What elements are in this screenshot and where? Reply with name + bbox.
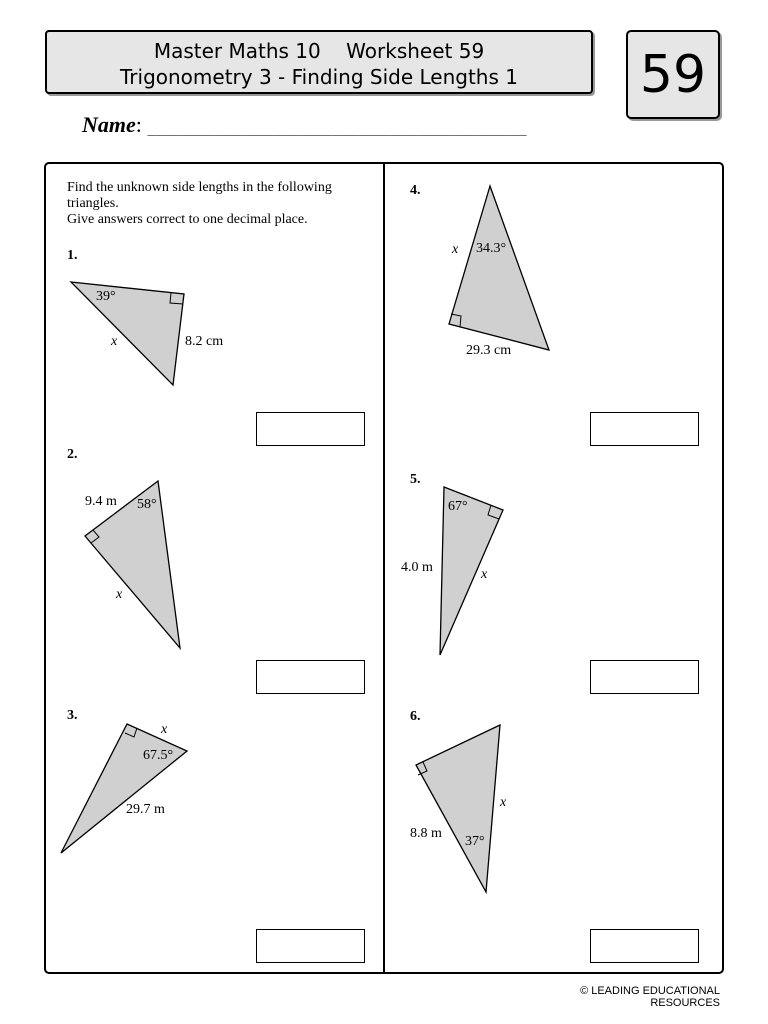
unknown-label-q4: x [452,242,459,257]
instructions-line-1: Find the unknown side lengths in the following triangles. [67,180,332,211]
side-label-q6: 8.8 m [410,826,442,841]
instructions-line-2: Give answers correct to one decimal place. [67,212,308,227]
angle-label-q3: 67.5° [143,748,174,763]
unknown-label-q3: x [161,722,168,737]
triangle-q4 [449,186,549,350]
answer-box-q2[interactable] [256,660,365,694]
question-number-5: 5. [410,472,421,487]
triangle-q6 [416,725,500,892]
question-number-2: 2. [67,447,78,462]
angle-label-q1: 39° [96,289,116,304]
name-blank-line[interactable]: _____________________________________________ [147,120,527,136]
unknown-label-q1: x [111,334,118,349]
worksheet-subtitle: Trigonometry 3 - Finding Side Lengths 1 [120,65,518,89]
question-number-6: 6. [410,709,421,724]
answer-box-q3[interactable] [256,929,365,963]
name-colon: : [135,112,142,137]
side-label-q3: 29.7 m [126,802,165,817]
angle-label-q4: 34.3° [476,241,507,256]
answer-box-q1[interactable] [256,412,365,446]
angle-label-q2: 58° [137,497,157,512]
unknown-label-q6: x [500,795,507,810]
worksheet-title: Master Maths 10 Worksheet 59 [153,39,485,63]
angle-label-q5: 67° [448,499,468,514]
unknown-label-q2: x [116,587,123,602]
answer-box-q5[interactable] [590,660,699,694]
angle-label-q6: 37° [465,834,485,849]
triangle-q3 [61,724,187,853]
question-number-3: 3. [67,708,78,723]
name-label: Name [82,112,136,137]
answer-box-q4[interactable] [590,412,699,446]
triangle-q1 [71,282,184,385]
side-label-q1: 8.2 cm [185,334,224,349]
worksheet-number: 59 [639,44,707,105]
side-label-q4: 29.3 cm [466,343,512,358]
side-label-q5: 4.0 m [401,560,433,575]
side-label-q2: 9.4 m [85,494,117,509]
answer-box-q6[interactable] [590,929,699,963]
copyright-footer: © LEADING EDUCATIONAL RESOURCES [580,985,720,1009]
question-number-4: 4. [410,183,421,198]
unknown-label-q5: x [481,567,488,582]
question-number-1: 1. [67,248,78,263]
